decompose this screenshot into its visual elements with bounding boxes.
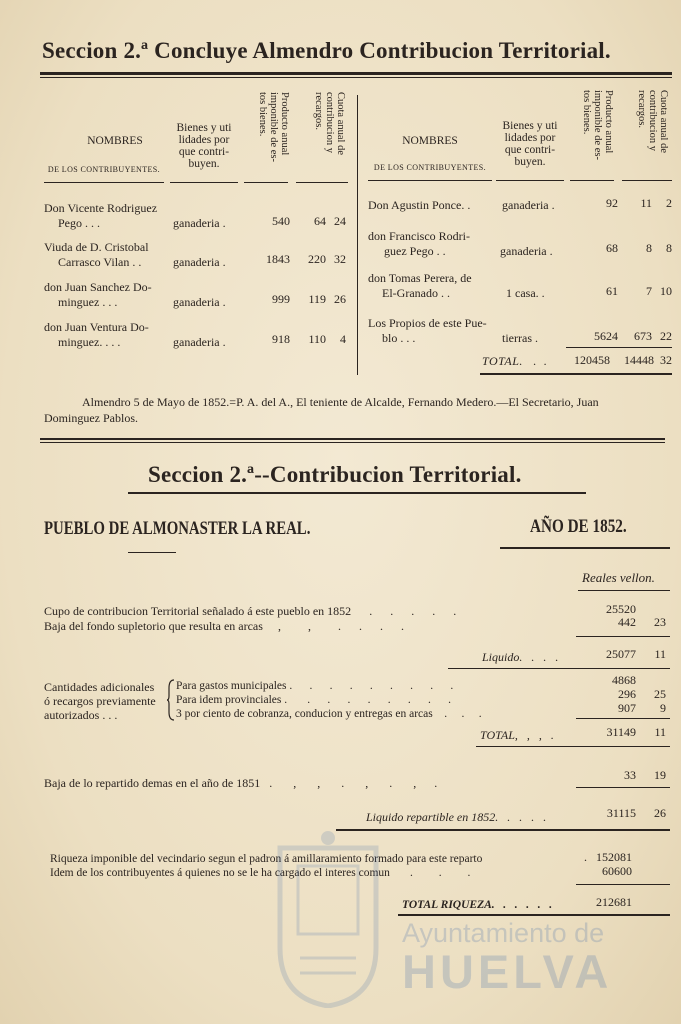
producto-cell: 61 (606, 284, 618, 298)
baja-1851-mrs: 19 (654, 768, 666, 782)
baja-1851-text: Baja de lo repartido demas en el año de 1851 . , , . , . , . (44, 776, 438, 790)
total-label-bottom: TOTAL, , , . (480, 728, 554, 742)
adicional-reales: 4868 (612, 673, 636, 687)
title-rule (40, 72, 672, 75)
pueblo-underline (128, 552, 176, 553)
reales-vellon-heading: Reales vellon. (582, 570, 655, 585)
header-rule-left-1 (44, 182, 164, 183)
bottom-title-rule (128, 492, 586, 494)
producto-cell: 68 (606, 241, 618, 255)
contributor-name: Don Vicente Rodriguez (44, 201, 158, 215)
reales-rule (578, 590, 670, 591)
subtotal-rule (576, 636, 670, 637)
header-rule-right-4 (622, 180, 672, 181)
liquido-repartible-rule (336, 829, 670, 831)
riqueza-reales: . 152081 (584, 850, 632, 864)
contributor-name: don Tomas Perera, de (368, 271, 472, 285)
cuota-reales-cell: 7 (646, 284, 652, 298)
header-rule-left-4 (296, 182, 348, 183)
contributor-name: don Juan Ventura Do- (44, 320, 149, 334)
total-cuota-mrs: 32 (660, 353, 672, 367)
total-reales-bottom: 31149 (606, 725, 636, 739)
adicional-item: Para idem provinciales . . . . . . . . . (176, 694, 452, 706)
producto-cell: 918 (272, 332, 290, 346)
section-separator-thin (40, 442, 665, 443)
total-riqueza-label: TOTAL RIQUEZA. . . . . . (402, 899, 553, 911)
header-rule-right-2 (496, 180, 564, 181)
total-double-rule (480, 373, 672, 375)
total-riqueza-reales: 212681 (596, 895, 632, 909)
riqueza-line: Idem de los contribuyentes á quienes no se le ha cargado el interes comun . . . (50, 867, 471, 879)
header-producto-left: Producto anual imponible de es- tos bienes. (257, 92, 290, 162)
adicionales-label: Cantidades adicionales ó recargos previamente autorizados . . . (44, 680, 156, 722)
liquido-repartible-mrs: 26 (654, 806, 666, 820)
adicional-item: 3 por ciento de cobranza, conducion y entregas en arcas . . . (176, 708, 482, 720)
title-rule-thin (40, 77, 672, 78)
bienes-cell: tierras . (502, 331, 538, 345)
pueblo-heading: PUEBLO DE ALMONASTER LA REAL. (44, 518, 311, 539)
liquido-mrs: 11 (654, 647, 666, 661)
header-cuota-left: Cuota anual de contribucion y recargos. (313, 92, 346, 155)
contributor-name-cont: blo . . . (382, 331, 416, 345)
year-heading: AÑO DE 1852. (530, 516, 627, 537)
watermark-line2: HUELVA (402, 945, 613, 998)
header-producto-right: Producto anual imponible de es- tos bienes. (581, 90, 614, 160)
total-producto: 120458 (574, 353, 610, 367)
contributor-name: don Juan Sanchez Do- (44, 280, 152, 294)
cuota-reales-cell: 11 (640, 196, 652, 210)
cuota-reales-cell: 119 (308, 292, 326, 306)
cuota-reales-cell: 110 (308, 332, 326, 346)
liquido-reales: 25077 (606, 647, 636, 661)
bienes-cell: ganaderia . (502, 198, 555, 212)
cuota-mrs-cell: 32 (334, 252, 346, 266)
contributor-name: Don Agustin Ponce. . (368, 198, 471, 212)
section-separator (40, 438, 665, 440)
riqueza-rule (576, 884, 670, 885)
liquido-rule (448, 668, 670, 669)
ledger-reales: 25520 (606, 602, 636, 616)
cuota-reales-cell: 8 (646, 241, 652, 255)
adicionales-rule (576, 718, 670, 719)
total-label: TOTAL. . . (482, 354, 548, 368)
producto-cell: 92 (606, 196, 618, 210)
baja-rule (576, 787, 670, 788)
header-cuota-right: Cuota anual de contribucion y recargos. (636, 90, 669, 153)
cuota-mrs-cell: 26 (334, 292, 346, 306)
header-rule-left-2 (170, 182, 238, 183)
cuota-mrs-cell: 2 (666, 196, 672, 210)
cuota-mrs-cell: 8 (666, 241, 672, 255)
contributor-name-cont: El-Granado . . (382, 286, 450, 300)
contributor-name: don Francisco Rodri- (368, 229, 470, 243)
header-rule-right-3 (570, 180, 614, 181)
contributor-name-cont: Carrasco Vilan . . (58, 255, 142, 269)
contributor-name: Viuda de D. Cristobal (44, 240, 149, 254)
producto-cell: 1843 (266, 252, 290, 266)
baja-1851-reales: 33 (624, 768, 636, 782)
header-rule-right-1 (368, 180, 492, 181)
contributor-name-cont: minguez. . . . (58, 335, 121, 349)
liquido-repartible-reales: 31115 (606, 806, 636, 820)
bienes-cell: ganaderia . (173, 335, 226, 349)
riqueza-reales: 60600 (602, 864, 632, 878)
total-riqueza-rule (398, 914, 670, 916)
header-nombres-left: NOMBRES (87, 135, 143, 147)
bienes-cell: ganaderia . (173, 255, 226, 269)
adicional-reales: 907 (618, 701, 636, 715)
total-rule (566, 347, 672, 348)
cuota-mrs-cell: 4 (340, 332, 346, 346)
total-mrs-bottom: 11 (654, 725, 666, 739)
adicional-reales: 296 (618, 687, 636, 701)
bienes-cell: 1 casa. . (506, 286, 545, 300)
header-de-los-left: DE LOS CONTRIBUYENTES. (47, 165, 161, 174)
contributor-name: Los Propios de este Pue- (368, 316, 487, 330)
ledger-text: Cupo de contribucion Territorial señalado á este pueblo en 1852 . . . . . (44, 604, 457, 618)
contributor-name-cont: minguez . . . (58, 295, 118, 309)
header-de-los-right: DE LOS CONTRIBUYENTES. (373, 163, 487, 172)
header-bienes-right: Bienes y uti lidades por que contri- buyen. (502, 120, 558, 168)
cuota-reales-cell: 64 (314, 214, 326, 228)
brace-icon (166, 678, 176, 722)
ledger-reales: 442 (618, 615, 636, 629)
liquido-repartible-label: Liquido repartible en 1852. . . . . (366, 810, 547, 824)
total-rule-bottom (476, 746, 670, 747)
cuota-mrs-cell: 22 (660, 329, 672, 343)
riqueza-line: Riqueza imponible del vecindario segun el padron á amillaramiento formado para este reparto (50, 853, 483, 865)
section-title-top: Seccion 2.ª Concluye Almendro Contribucion Territorial. (42, 38, 611, 63)
bienes-cell: ganaderia . (173, 295, 226, 309)
cuota-mrs-cell: 24 (334, 214, 346, 228)
contributor-name-cont: Pego . . . (58, 216, 100, 230)
producto-cell: 999 (272, 292, 290, 306)
watermark-line1: Ayuntamiento de (402, 918, 605, 948)
header-rule-left-3 (244, 182, 288, 183)
signature-block: Almendro 5 de Mayo de 1852.=P. A. del A., El teniente de Alcalde, Fernando Medero.—El Secretario, Juan Dominguez Pablos. (44, 395, 599, 425)
cuota-mrs-cell: 10 (660, 284, 672, 298)
bienes-cell: ganaderia . (500, 244, 553, 258)
bienes-cell: ganaderia . (173, 216, 226, 230)
section-title-bottom: Seccion 2.ª--Contribucion Territorial. (148, 462, 522, 487)
adicional-mrs: 25 (654, 687, 666, 701)
cuota-reales-cell: 673 (634, 329, 652, 343)
producto-cell: 5624 (594, 329, 618, 343)
adicional-item: Para gastos municipales . . . . . . . . . (176, 680, 454, 692)
ledger-text: Baja del fondo supletorio que resulta en arcas , , . . . . (44, 619, 404, 633)
adicional-mrs: 9 (660, 701, 666, 715)
column-divider (357, 95, 358, 375)
cuota-reales-cell: 220 (308, 252, 326, 266)
total-cuota-reales: 14448 (624, 353, 654, 367)
year-rule (500, 547, 670, 549)
contributor-name-cont: guez Pego . . (384, 244, 446, 258)
header-nombres-right: NOMBRES (402, 135, 458, 147)
producto-cell: 540 (272, 214, 290, 228)
ledger-mrs: 23 (654, 615, 666, 629)
city-seal-watermark (270, 828, 386, 1008)
header-bienes-left: Bienes y uti lidades por que contri- buyen. (176, 122, 232, 170)
liquido-label: Liquido. . . . (482, 650, 559, 664)
